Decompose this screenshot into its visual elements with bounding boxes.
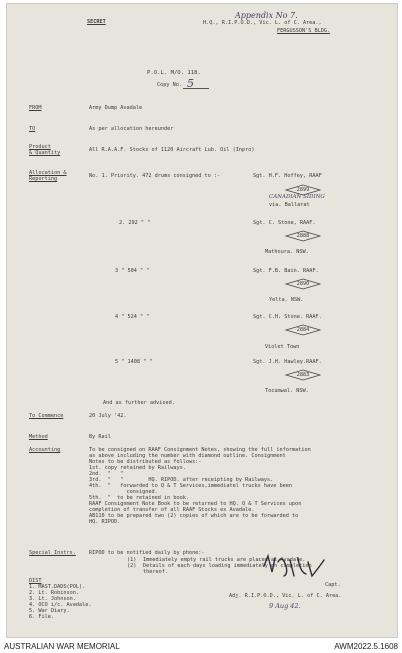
commence-label: To Commence — [29, 413, 64, 419]
signature-block: Adj. R.I.P.O.D., Vic. L. of C. Area. — [229, 593, 342, 599]
to-label: TO — [29, 126, 36, 132]
archive-footer — [0, 640, 402, 653]
accounting-text — [89, 447, 311, 525]
further-advised: And as further advised. — [103, 400, 175, 406]
handwritten-date: 9 Aug 42. — [269, 602, 301, 610]
pol-reference: P.O.L. M/O. 118. — [147, 70, 201, 76]
dist-item: 3. Lt. Johnson. — [29, 596, 76, 602]
dist-item: 2. Lt. Robinson. — [29, 590, 79, 596]
copy-number: 5 — [187, 77, 194, 90]
allocation-label-1: Allocation & — [29, 170, 67, 176]
place-1: via. Ballarat — [269, 202, 310, 208]
dist-item: 6. File. — [29, 614, 54, 620]
method-value: By Rail — [89, 434, 111, 440]
handwritten-note-1: CANADIAN SIDING — [269, 194, 325, 200]
to-value: As per allocation hereunder — [89, 126, 174, 132]
accounting-line: 1st. copy retained by Railways. — [89, 465, 186, 471]
special-intro: RIPOD to be notified daily by phone:- — [89, 550, 205, 556]
consignee-3: Sgt. F.B. Bain. RAAF. — [253, 268, 319, 274]
address-line-2: FERGUSSON'S BLDG. — [277, 28, 331, 34]
allocation-line-1: No. 1. Priority. 472 drums consigned to :- — [89, 173, 221, 179]
secret-heading: SECRET — [87, 19, 106, 25]
document-sheet — [6, 3, 398, 638]
accounting-line: 3rd. " " HQ. RIPOD. after receipting by Railways. — [89, 477, 274, 483]
consignee-5: Sgt. J.H. Hawley.RAAF. — [253, 359, 322, 365]
product-value: All R.A.A.F. Stocks of 1120 Aircraft Lub. Oil (Inpro) — [89, 147, 255, 153]
special-text-1: Immediately empty rail trucks are placed at Avadale. — [143, 557, 306, 563]
allocation-line-2: 2. 292 " " — [119, 220, 151, 226]
copy-label: Copy No. — [157, 82, 182, 88]
product-label-2: & Quantity — [29, 150, 61, 156]
allocation-line-3: 3 " 504 " " — [115, 268, 150, 274]
diamond-number-4: 2884 — [296, 327, 310, 333]
footer-institution: AUSTRALIAN WAR MEMORIAL — [4, 642, 120, 651]
from-value: Army Dump Avadale — [89, 105, 143, 111]
accounting-label: Accounting — [29, 447, 61, 453]
accounting-line: RAAF Consignment Note Book to be returned to HQ. Q & T Services upon — [89, 501, 302, 507]
dist-item: 1. MAST.DADS(POL). — [29, 584, 86, 590]
special-label: Special Instrs. — [29, 550, 76, 556]
allocation-line-4: 4 " 524 " " — [115, 314, 150, 320]
allocation-label-2: Reporting — [29, 176, 58, 182]
place-4: Violet Town — [265, 344, 300, 350]
special-text-3: thereof. — [143, 569, 168, 575]
address-line-1: H.Q., R.I.P.O.D., Vic. L. of C. Area., — [203, 20, 322, 26]
signature-rank: Capt. — [325, 582, 341, 588]
dist-item: 4. OCO i/c. Avadale. — [29, 602, 92, 608]
place-2: Mathoura. NSW. — [265, 249, 309, 255]
consignee-2: Sgt. C. Stone, RAAF. — [253, 220, 316, 226]
accounting-line: 4th. " forwarded to Q & T Services,immediatel trucks have been — [89, 483, 293, 489]
accounting-line: To be consigned on RAAF Consignment Notes, showing the full information — [89, 447, 311, 453]
appendix-handwritten: Appendix No 7. — [235, 11, 298, 20]
place-3: Yelta. NSW. — [269, 297, 304, 303]
dist-item: 5. War Diary. — [29, 608, 70, 614]
commence-value: 20 July '42. — [89, 413, 127, 419]
accounting-line: consigned. — [89, 489, 158, 495]
special-num-2: (2) — [127, 563, 137, 569]
special-num-1: (1) — [127, 557, 137, 563]
diamond-number-2: 2888 — [296, 233, 310, 239]
accounting-line: 2nd. " " — [89, 471, 124, 477]
accounting-line: as above including the number with diamond outline. Consignment — [89, 453, 286, 459]
accounting-line: HQ. RIPOD. — [89, 519, 121, 525]
consignee-1: Sgt. H.F. Hoffey, RAAF — [253, 173, 322, 179]
place-5: Tocumwal. NSW. — [265, 388, 309, 394]
footer-accession: AWM2022.5.1608 — [334, 642, 398, 651]
copy-underline — [183, 88, 209, 89]
from-label: FROM — [29, 105, 42, 111]
diamond-number-3: 2890 — [296, 281, 310, 287]
accounting-line: completion of transfer of all RAAF Stocks ex Avadale. — [89, 507, 255, 513]
handwritten-signature — [260, 552, 330, 582]
diamond-number-1: 2899 — [296, 187, 310, 193]
product-label-1: Product — [29, 144, 51, 150]
accounting-line: 5th. " to be retained in book. — [89, 495, 189, 501]
method-label: Method — [29, 434, 48, 440]
allocation-line-5: 5 " 1408 " " — [115, 359, 153, 365]
consignee-4: Sgt. C.H. Stone. RAAF. — [253, 314, 322, 320]
dist-label: DIST — [29, 578, 42, 584]
accounting-line: AB110 to be prepared two (2) copies of which are to be forwarded to — [89, 513, 299, 519]
special-text-2: Details of each days loading immediately on completion — [143, 563, 312, 569]
diamond-number-5: 2883 — [296, 372, 310, 378]
accounting-line: Notes to be distributed as follows:- — [89, 459, 202, 465]
